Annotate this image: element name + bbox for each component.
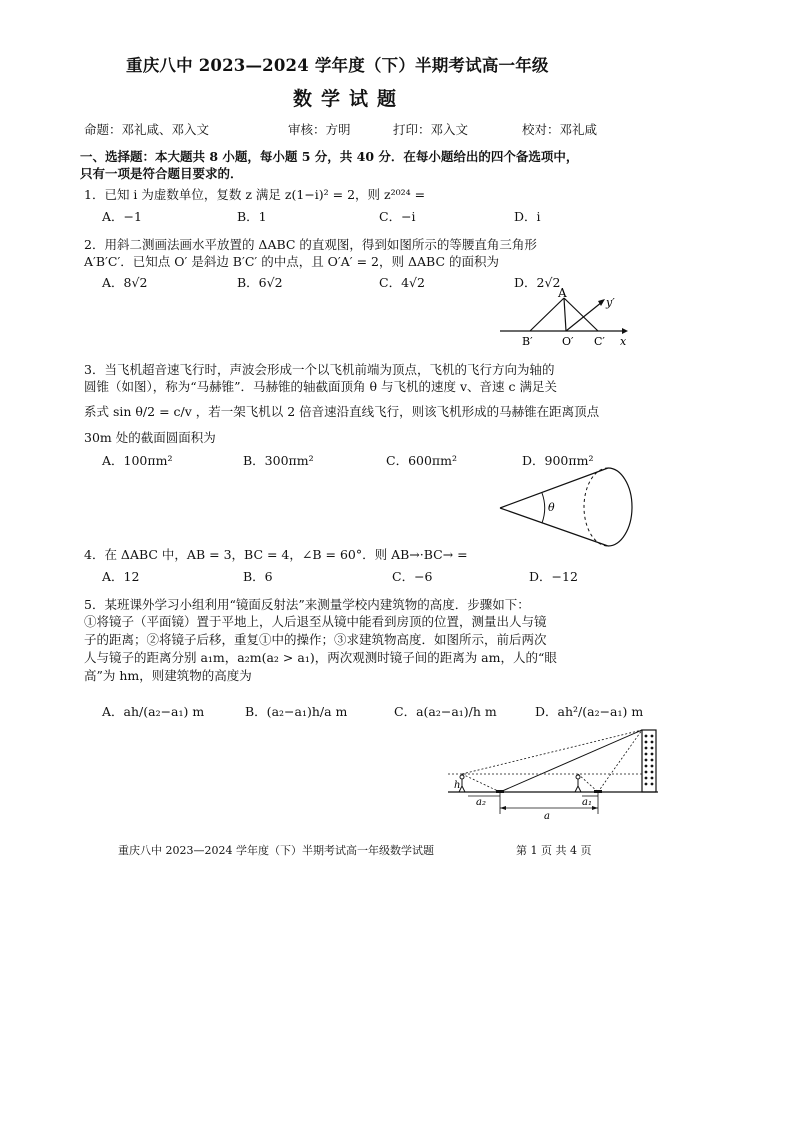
q5-dim-a-arrow-left	[500, 806, 506, 810]
q5-option-c: C．a(a₂−a₁)/h m	[394, 704, 497, 719]
q5-label-a2: a₂	[476, 797, 486, 808]
q2-y-axis	[566, 302, 602, 331]
q2-option-b: B．6√2	[237, 275, 283, 290]
q2-side-ao	[564, 298, 566, 331]
section-heading-line1: 一、选择题：本大题共 8 小题，每小题 5 分，共 40 分．在每小题给出的四个备选项中，	[80, 149, 579, 164]
q3-option-a: A．100πm²	[102, 453, 173, 468]
q3-option-b: B．300πm²	[243, 453, 314, 468]
q2-option-d: D．2√2	[514, 275, 561, 290]
q5-label-h: h	[454, 780, 461, 791]
q3-option-c: C．600πm²	[386, 453, 458, 468]
q2-line2: A′B′C′．已知点 O′ 是斜边 B′C′ 的中点，且 O′A′ = 2，则 ΔABC 的面积为	[84, 254, 499, 269]
printer-label: 打印：邓入文	[393, 122, 469, 137]
q3-line2: 圆锥（如图），称为“马赫锥”．马赫锥的轴截面顶角 θ 与飞机的速度 v、音速 c 满足关	[84, 379, 557, 394]
q3-label-theta: θ	[548, 501, 555, 514]
q5-option-d: D．ah²/(a₂−a₁) m	[535, 704, 644, 719]
q5-ray-eye1-mirror1	[462, 774, 500, 792]
q2-option-c: C．4√2	[379, 275, 425, 290]
q5-line2: ①将镜子（平面镜）置于平地上，人后退至从镜中能看到房顶的位置，测量出人与镜	[84, 614, 547, 629]
q5-label-a: a	[544, 811, 550, 822]
q1-stem: 1．已知 i 为虚数单位，复数 z 满足 z(1−i)² = 2，则 z²⁰²⁴ =	[84, 187, 426, 202]
q3-mach-cone-figure	[498, 466, 638, 548]
exam-title: 重庆八中 2023—2024 学年度（下）半期考试高一年级	[126, 56, 549, 75]
q2-side-ba	[530, 298, 564, 331]
q5-ray-mirror1-roof	[500, 730, 642, 792]
reviewer-label: 审核：方明	[288, 122, 351, 137]
q2-label-a: A	[558, 286, 567, 300]
proposer-label: 命题：邓礼咸、邓入文	[84, 122, 210, 137]
q5-option-b: B．(a₂−a₁)h/a m	[245, 704, 348, 719]
q4-option-c: C．−6	[392, 569, 433, 584]
q3-line1: 3．当飞机超音速飞行时，声波会形成一个以飞机前端为顶点，飞机的飞行方向为轴的	[84, 362, 555, 377]
q2-side-ac	[564, 298, 598, 331]
q2-label-c: C′	[594, 335, 605, 348]
q1-option-a: A．−1	[102, 209, 142, 224]
q3-line3: 系式 sin θ/2 = c/v ，若一架飞机以 2 倍音速沿直线飞行，则该飞机形成的马赫锥在距离顶点	[84, 404, 600, 419]
q5-line5: 高”为 hm，则建筑物的高度为	[84, 668, 252, 683]
q5-person-2	[575, 775, 581, 792]
proofreader-label: 校对：邓礼咸	[522, 122, 598, 137]
q5-option-a: A．ah/(a₂−a₁) m	[102, 704, 205, 719]
q3-line4: 30m 处的截面圆面积为	[84, 430, 216, 445]
q2-line1: 2．用斜二测画法画水平放置的 ΔABC 的直观图，得到如图所示的等腰直角三角形	[84, 237, 537, 252]
q5-line4: 人与镜子的距离分别 a₁m，a₂m(a₂ > a₁)，两次观测时镜子间的距离为 am，人的“眼	[84, 650, 557, 665]
q4-option-b: B．6	[243, 569, 273, 584]
q2-label-x: x	[620, 335, 627, 348]
q5-ray-eye2-mirror2	[578, 774, 598, 792]
footer-page-number: 第 1 页 共 4 页	[516, 844, 592, 857]
q5-dim-a-arrow-right	[592, 806, 598, 810]
footer-exam-name: 重庆八中 2023—2024 学年度（下）半期考试高一年级数学试题	[118, 844, 434, 857]
q5-label-a1: a₁	[582, 797, 592, 808]
q2-triangle-figure	[494, 286, 634, 348]
q2-label-o: O′	[562, 335, 574, 348]
q2-x-axis-arrow	[622, 328, 628, 334]
q5-line3: 子的距离；②将镜子后移，重复①中的操作；③求建筑物高度．如图所示，前后两次	[84, 632, 547, 647]
q4-option-d: D．−12	[529, 569, 578, 584]
exam-subtitle: 数学试题	[293, 88, 406, 110]
q4-stem: 4．在 ΔABC 中，AB = 3，BC = 4，∠B = 60°．则 AB→·BC→ =	[84, 547, 468, 562]
q2-label-y: y′	[606, 296, 615, 309]
q5-building	[642, 730, 656, 792]
section-heading-line2: 只有一项是符合题目要求的．	[80, 166, 243, 181]
q1-option-d: D．i	[514, 209, 541, 224]
q3-angle-arc	[542, 493, 545, 523]
q2-label-b: B′	[522, 335, 533, 348]
q1-option-c: C．−i	[379, 209, 416, 224]
q3-cone-base-back	[584, 468, 608, 546]
q4-option-a: A．12	[102, 569, 140, 584]
q1-option-b: B．1	[237, 209, 267, 224]
q2-option-a: A．8√2	[102, 275, 148, 290]
q5-mirror-figure	[446, 726, 664, 822]
q3-option-d: D．900πm²	[522, 453, 594, 468]
q5-line1: 5．某班课外学习小组利用“镜面反射法”来测量学校内建筑物的高度．步骤如下：	[84, 597, 530, 612]
q3-cone-base-front	[608, 468, 632, 546]
